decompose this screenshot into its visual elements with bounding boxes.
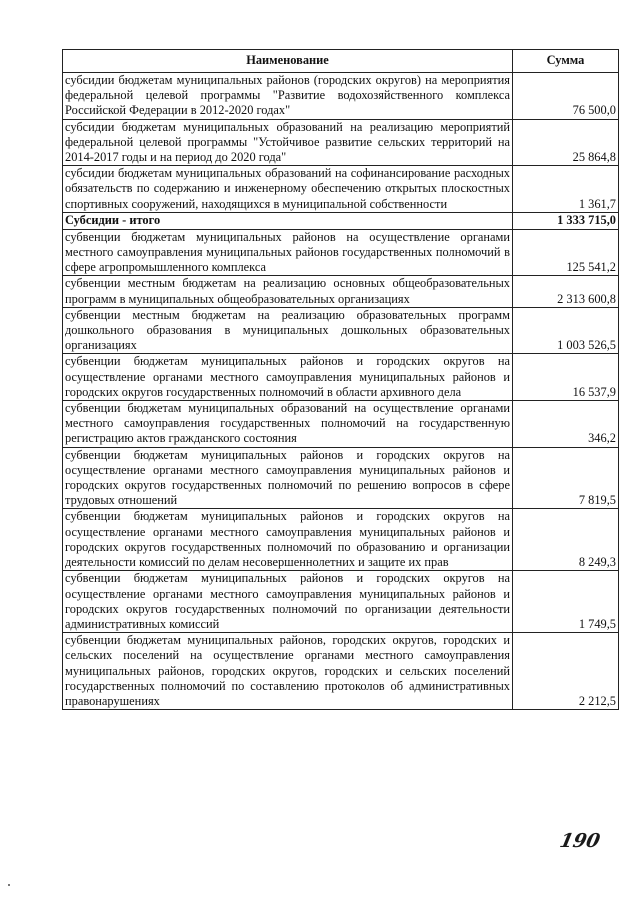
- row-sum: 1 361,7: [513, 166, 619, 213]
- table-row: [63, 401, 619, 448]
- row-sum: 7 819,5: [513, 447, 619, 509]
- row-name: субсидии бюджетам муниципальных образований на софинансирование расходных обязательств по содержанию и инженерному обеспечению открытых плоскостных спортивных сооружений, находящихся в муниципальной собственности: [63, 166, 513, 213]
- page-number: 190: [557, 830, 603, 852]
- table-row: [63, 73, 619, 120]
- row-sum: 25 864,8: [513, 119, 619, 166]
- row-name: субвенции бюджетам муниципальных районов на осуществление органами местного самоуправления муниципальных районов государственных полномочий в сфере агропромышленного комплекса: [63, 229, 513, 276]
- table-row: [63, 166, 619, 213]
- row-name: субвенции бюджетам муниципальных районов и городских округов на осуществление органами местного самоуправления муниципальных районов и городских округов государственных полномочий по организации деятельности административных комиссий: [63, 571, 513, 633]
- table-total-row: [63, 212, 619, 229]
- header-name: Наименование: [63, 50, 513, 73]
- row-name: субвенции местным бюджетам на реализацию основных общеобразовательных программ в муниципальных общеобразовательных организациях: [63, 276, 513, 307]
- row-sum: 76 500,0: [513, 73, 619, 120]
- row-name: Субсидии - итого: [63, 212, 513, 229]
- table-body: [63, 73, 619, 710]
- header-sum: Сумма: [513, 50, 619, 73]
- scan-speck: [8, 884, 10, 886]
- table-row: [63, 633, 619, 710]
- document-page: [62, 49, 618, 710]
- budget-table: [62, 49, 619, 710]
- row-sum: 8 249,3: [513, 509, 619, 571]
- row-sum: 2 212,5: [513, 633, 619, 710]
- row-sum: 1 003 526,5: [513, 307, 619, 354]
- table-row: [63, 571, 619, 633]
- row-sum: 1 333 715,0: [513, 212, 619, 229]
- table-header-row: [63, 50, 619, 73]
- row-name: субвенции бюджетам муниципальных образований на осуществление органами местного самоуправления государственных полномочий на государственную регистрацию актов гражданского состояния: [63, 401, 513, 448]
- table-row: [63, 509, 619, 571]
- row-name: субвенции местным бюджетам на реализацию образовательных программ дошкольного образования в муниципальных дошкольных образовательных организациях: [63, 307, 513, 354]
- table-row: [63, 447, 619, 509]
- table-row: [63, 276, 619, 307]
- row-name: субвенции бюджетам муниципальных районов и городских округов на осуществление органами местного самоуправления муниципальных районов и городских округов государственных полномочий по решению вопросов в сфере трудовых отношений: [63, 447, 513, 509]
- row-name: субвенции бюджетам муниципальных районов и городских округов на осуществление органами местного самоуправления муниципальных районов и городских округов государственных полномочий в области архивного дела: [63, 354, 513, 401]
- row-name: субсидии бюджетам муниципальных образований на реализацию мероприятий федеральной целевой программы "Устойчивое развитие сельских территорий на 2014-2017 годы и на период до 2020 года": [63, 119, 513, 166]
- row-sum: 2 313 600,8: [513, 276, 619, 307]
- table-row: [63, 307, 619, 354]
- row-sum: 16 537,9: [513, 354, 619, 401]
- row-sum: 346,2: [513, 401, 619, 448]
- row-name: субсидии бюджетам муниципальных районов (городских округов) на мероприятия федеральной целевой программы "Развитие водохозяйственного комплекса Российской Федерации в 2012-2020 годах": [63, 73, 513, 120]
- row-sum: 125 541,2: [513, 229, 619, 276]
- table-row: [63, 354, 619, 401]
- row-name: субвенции бюджетам муниципальных районов, городских округов, городских и сельских поселений на осуществление органами местного самоуправления муниципальных районов, городских округов, городских и сельских поселений государственных полномочий по составлению протоколов об административных правонарушениях: [63, 633, 513, 710]
- row-sum: 1 749,5: [513, 571, 619, 633]
- table-row: [63, 119, 619, 166]
- table-row: [63, 229, 619, 276]
- row-name: субвенции бюджетам муниципальных районов и городских округов на осуществление органами местного самоуправления муниципальных районов и городских округов государственных полномочий по образованию и организации деятельности комиссий по делам несовершеннолетних и защите их прав: [63, 509, 513, 571]
